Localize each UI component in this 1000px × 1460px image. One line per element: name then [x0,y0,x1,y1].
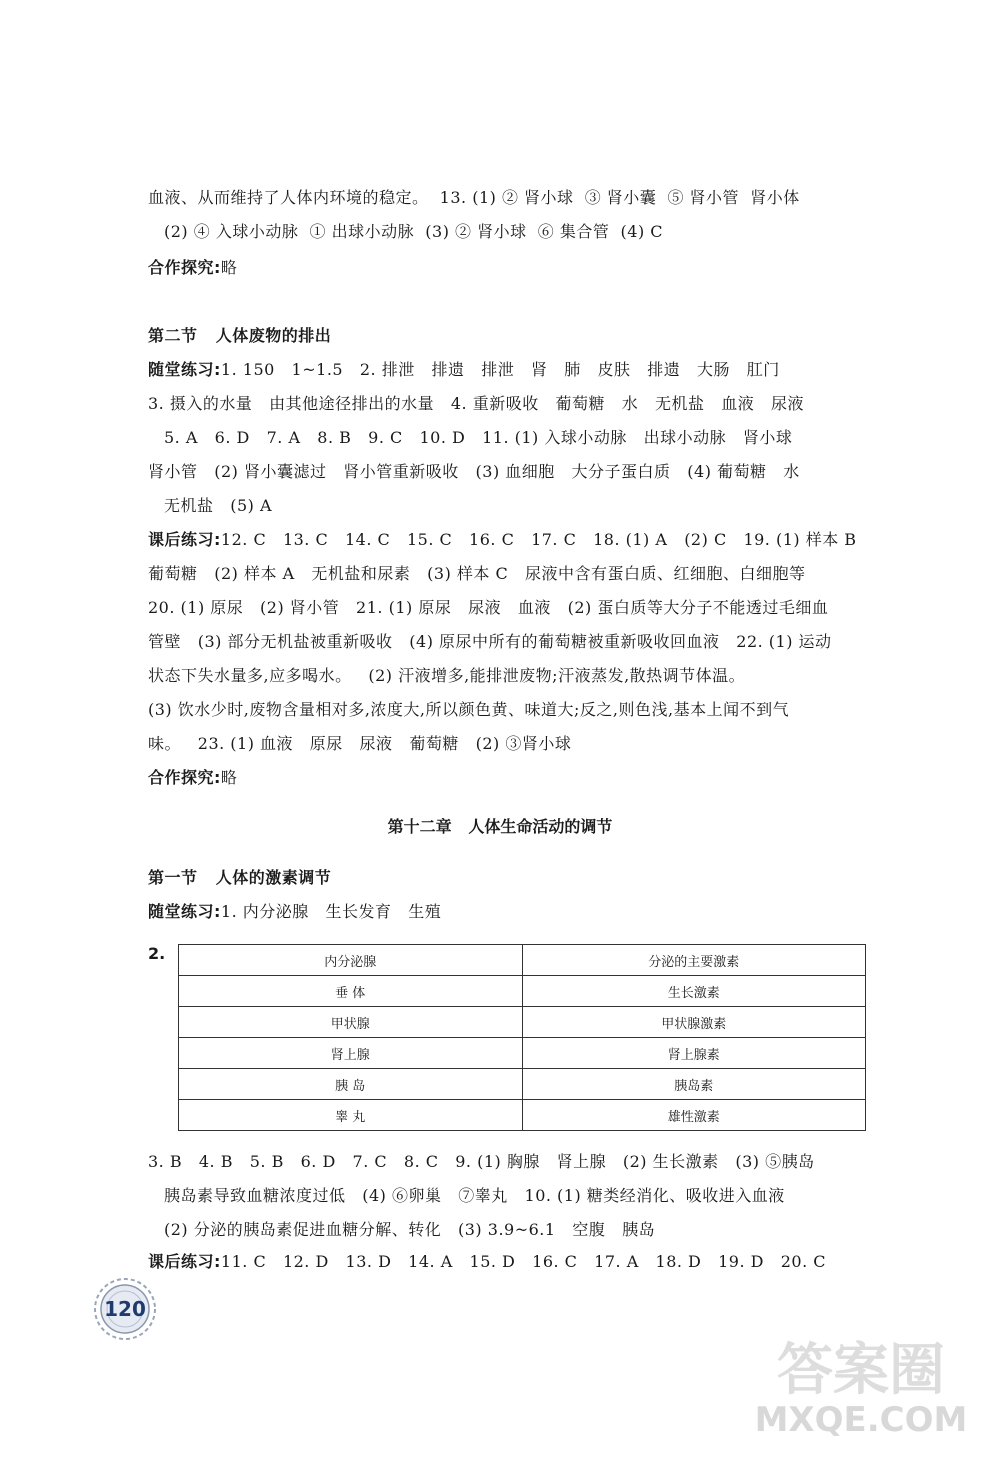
label: 随堂练习: [148,902,221,921]
gland-cell: 肾上腺 [179,1038,523,1069]
table-row [179,1038,866,1069]
cooperative-inquiry-2 [148,766,237,790]
answer-line-8: 无机盐 (5) A [164,496,273,515]
answer-line-12: 管壁 (3) 部分无机盐被重新吸收 (4) 原尿中所有的葡萄糖被重新吸收回血液 22. (1) 运动 [148,632,832,651]
text: 略 [220,258,238,277]
watermark-title: 答案圈 [777,1338,945,1403]
answer-line-19: 胰岛素导致血糖浓度过低 (4) ⑥卵巢 ⑦睾丸 10. (1) 糖类经消化、吸收进入血液 [164,1186,785,1205]
answer-line-20: (2) 分泌的胰岛素促进血糖分解、转化 (3) 3.9~6.1 空腹 胰岛 [164,1220,656,1239]
section-title-1: 第一节 人体的激素调节 [148,868,332,887]
answer-line-15: 味。 23. (1) 血液 原尿 尿液 葡萄糖 (2) ③肾小球 [148,734,572,753]
header-gland: 内分泌腺 [179,945,523,976]
after-class-practice-line [148,528,857,552]
label: 随堂练习: [148,360,221,379]
answer-line-2: (2) ④ 入球小动脉 ① 出球小动脉 (3) ② 肾小球 ⑥ 集合管 (4) C [164,222,664,241]
hormone-table [178,944,866,1131]
label: 合作探究: [148,258,221,277]
table-row [179,1100,866,1131]
table-row [179,1007,866,1038]
label: 合作探究: [148,768,221,787]
page-number-badge [92,1276,158,1342]
table-row [179,976,866,1007]
text: 12. C 13. C 14. C 15. C 16. C 17. C 18. (1) A (2) C 19. (1) 样本 B [220,530,857,549]
text: 11. C 12. D 13. D 14. A 15. D 16. C 17. A 18. D 19. D 20. C [220,1252,827,1271]
class-practice-line [148,358,780,382]
answer-line-1: 血液、从而维持了人体内环境的稳定。 13. (1) ② 肾小球 ③ 肾小囊 ⑤ 肾小管 肾小体 [148,188,800,207]
answer-line-18: 3. B 4. B 5. B 6. D 7. C 8. C 9. (1) 胸腺 肾上腺 (2) 生长激素 (3) ⑤胰岛 [148,1152,815,1171]
label: 课后练习: [148,1252,221,1271]
text: 1. 150 1~1.5 2. 排泄 排遗 排泄 肾 肺 皮肤 排遗 大肠 肛门 [220,360,780,379]
section-title-2: 第二节 人体废物的排出 [148,326,332,345]
label: 课后练习: [148,530,221,549]
hormone-cell: 甲状腺激素 [522,1007,866,1038]
answer-line-6: 5. A 6. D 7. A 8. B 9. C 10. D 11. (1) 入球小动脉 出球小动脉 肾小球 [164,428,793,447]
hormone-cell: 雄性激素 [522,1100,866,1131]
table-row [179,1069,866,1100]
after-class-practice-line-2 [148,1250,826,1274]
table-header-row [179,945,866,976]
table-question-number: 2. [148,944,166,963]
page-number: 120 [104,1297,146,1321]
answer-line-14: (3) 饮水少时,废物含量相对多,浓度大,所以颜色黄、味道大;反之,则色浅,基本上闻不到气 [148,700,790,719]
gland-cell: 垂 体 [179,976,523,1007]
watermark-url: MXQE.COM [754,1400,968,1440]
class-practice-line-2 [148,900,441,924]
cooperative-inquiry-1 [148,256,237,280]
answer-line-10: 葡萄糖 (2) 样本 A 无机盐和尿素 (3) 样本 C 尿液中含有蛋白质、红细胞、白细胞等 [148,564,806,583]
gland-cell: 甲状腺 [179,1007,523,1038]
hormone-cell: 肾上腺素 [522,1038,866,1069]
answer-line-5: 3. 摄入的水量 由其他途径排出的水量 4. 重新吸收 葡萄糖 水 无机盐 血液 尿液 [148,394,805,413]
chapter-title: 第十二章 人体生命活动的调节 [387,817,613,836]
text: 1. 内分泌腺 生长发育 生殖 [220,902,442,921]
hormone-cell: 生长激素 [522,976,866,1007]
watermark-logo [746,1316,976,1446]
answer-line-13: 状态下失水量多,应多喝水。 (2) 汗液增多,能排泄废物;汗液蒸发,散热调节体温。 [148,666,746,685]
header-hormone: 分泌的主要激素 [522,945,866,976]
answer-line-7: 肾小管 (2) 肾小囊滤过 肾小管重新吸收 (3) 血细胞 大分子蛋白质 (4) 葡萄糖 水 [148,462,800,481]
answer-line-11: 20. (1) 原尿 (2) 肾小管 21. (1) 原尿 尿液 血液 (2) 蛋白质等大分子不能透过毛细血 [148,598,829,617]
gland-cell: 胰 岛 [179,1069,523,1100]
text: 略 [220,768,238,787]
gland-cell: 睾 丸 [179,1100,523,1131]
hormone-cell: 胰岛素 [522,1069,866,1100]
